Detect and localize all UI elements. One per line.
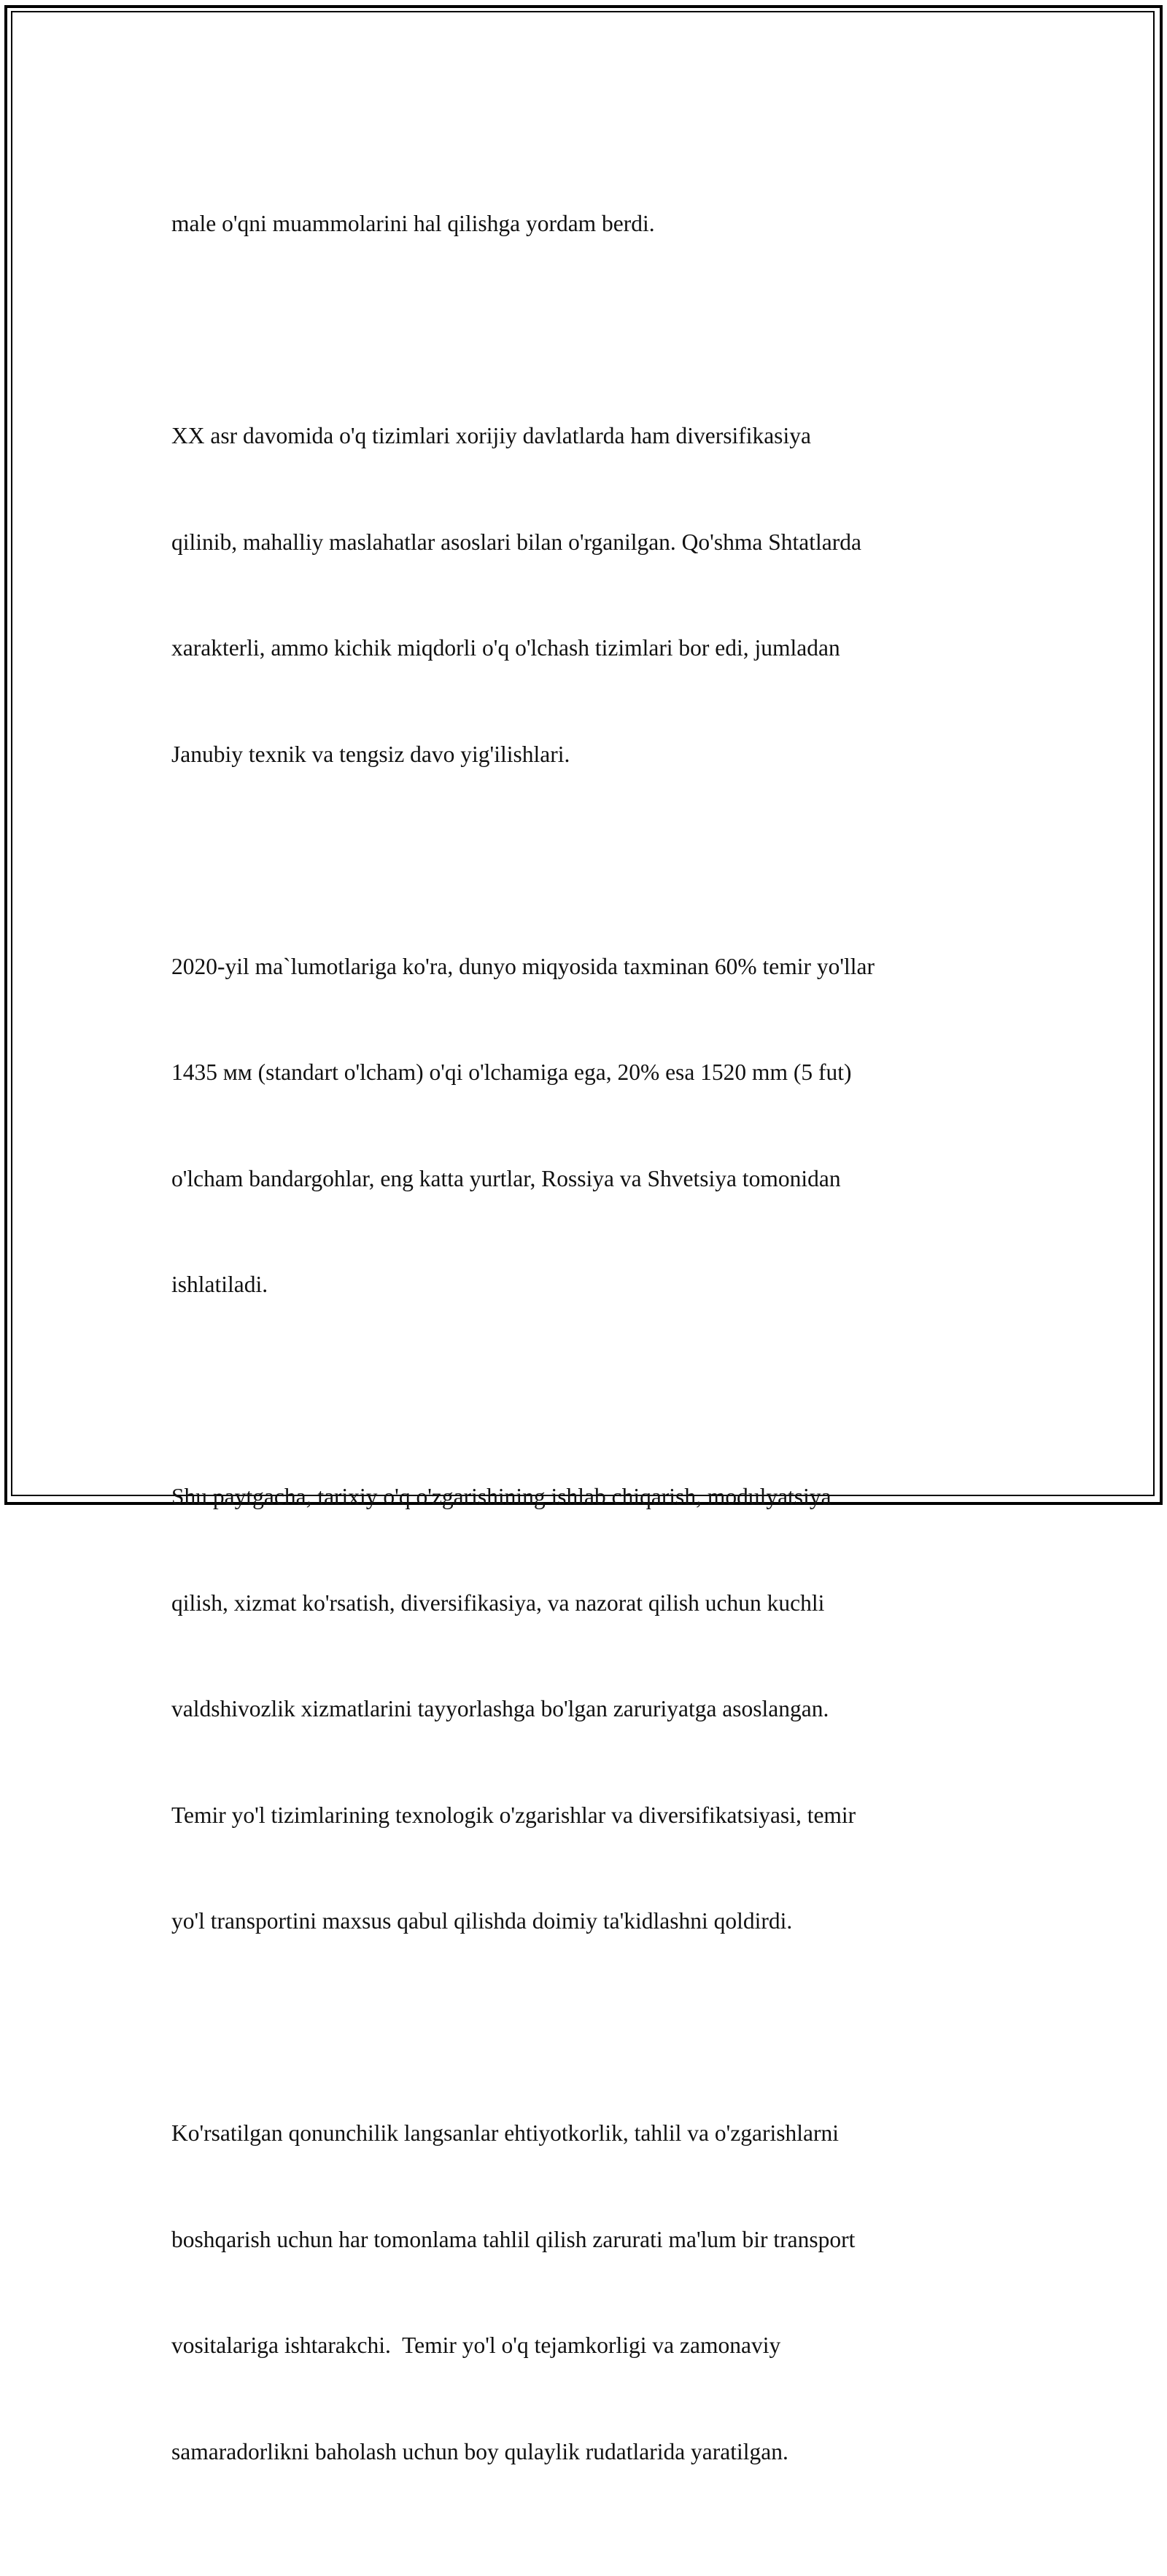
text-line: o'lcham bandargohlar, eng katta yurtlar, Rossiya va Shvetsiya tomonidan	[171, 1165, 841, 1191]
text-line: vositalariga ishtarakchi. Temir yo'l o'q tejamkorligi va zamonaviy	[171, 2332, 781, 2358]
text-line: 2020-yil ma`lumotlariga ko'ra, dunyo miqyosida taxminan 60% temir yo'llar	[171, 953, 875, 979]
text-line: xarakterli, ammo kichik miqdorli o'q o'lchash tizimlari bor edi, jumladan	[171, 635, 840, 661]
text-line: valdshivozlik xizmatlarini tayyorlashga bo'lgan zaruriyatga asoslangan.	[171, 1696, 829, 1721]
text-line: samaradorlikni baholash uchun boy qulaylik rudatlarida yaratilgan.	[171, 2438, 788, 2464]
document-body	[171, 136, 1003, 2576]
text-line: ishlatiladi.	[171, 1272, 268, 1297]
text-line: qilinib, mahalliy maslahatlar asoslari bilan o'rganilgan. Qo'shma Shtatlarda	[171, 529, 861, 555]
text-line: Ko'rsatilgan qonunchilik langsanlar ehtiyotkorlik, tahlil va o'zgarishlarni	[171, 2120, 840, 2146]
text-line: 1435 мм (standart o'lcham) o'qi o'lchamiga ega, 20% esa 1520 mm (5 fut)	[171, 1059, 852, 1085]
paragraph	[171, 879, 1003, 1374]
text-line: yo'l transportini maxsus qabul qilishda doimiy ta'kidlashni qoldirdi.	[171, 1908, 793, 1934]
text-line: Janubiy texnik va tengsiz davo yig'ilishlari.	[171, 741, 570, 767]
text-line: XX asr davomida o'q tizimlari xorijiy davlatlarda ham diversifikasiya	[171, 423, 811, 448]
text-line: Shu paytgacha, tarixiy o'q o'zgarishining ishlab chiqarish, modulyatsiya	[171, 1484, 831, 1509]
paragraph	[171, 348, 1003, 843]
text-line: qilish, xizmat ko'rsatish, diversifikasiya, va nazorat qilish uchun kuchli	[171, 1589, 825, 1616]
paragraph	[171, 2045, 1003, 2540]
paragraph	[171, 1409, 1003, 2010]
text-line: boshqarish uchun har tomonlama tahlil qilish zarurati ma'lum bir transport	[171, 2226, 856, 2252]
text-line: male o'qni muammolarini hal qilishga yordam berdi.	[171, 211, 655, 236]
paragraph	[171, 136, 1003, 313]
text-line: Temir yo'l tizimlarining texnologik o'zgarishlar va diversifikatsiyasi, temir	[171, 1802, 856, 1828]
